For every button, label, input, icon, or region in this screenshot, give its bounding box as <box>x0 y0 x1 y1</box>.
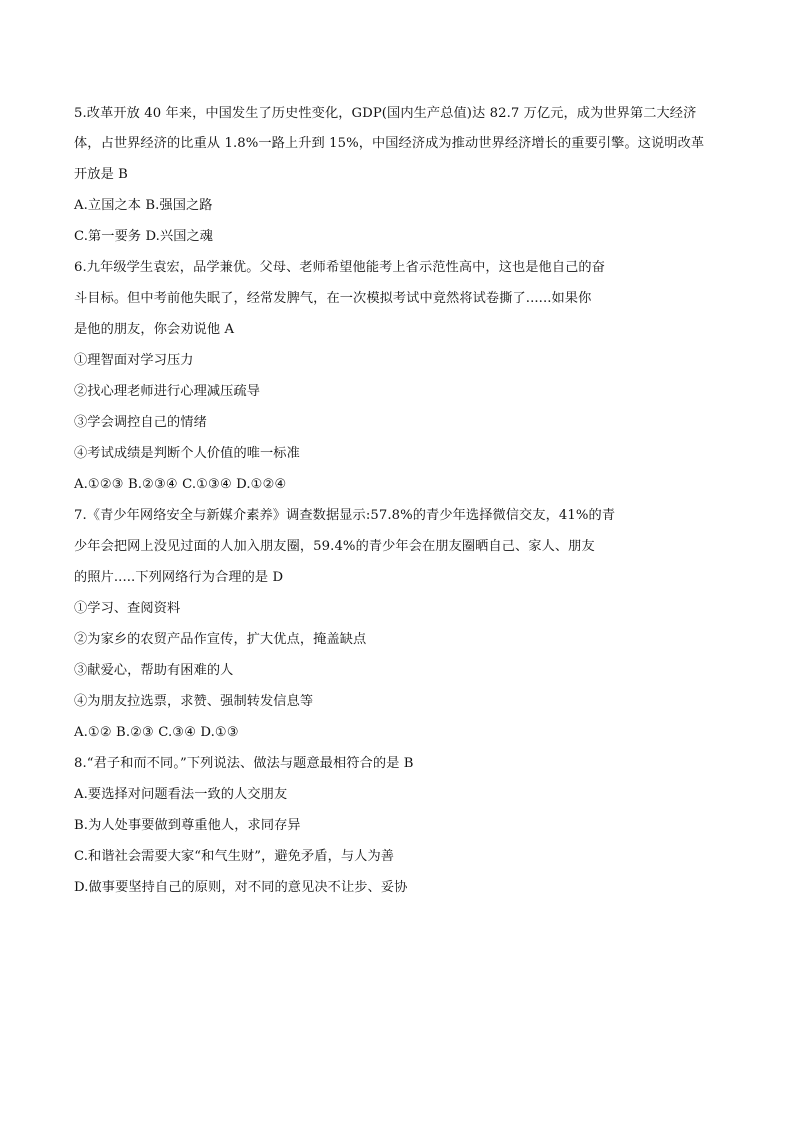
q7-item-1: ①学习、查阅资料 <box>74 601 181 616</box>
q6-item-1: ①理智面对学习压力 <box>74 353 194 368</box>
q7-item-2: ②为家乡的农贸产品作宣传，扩大优点，掩盖缺点 <box>74 632 367 647</box>
q6-options: A.①②③ B.②③④ C.①③④ D.①②④ <box>74 477 287 492</box>
q5-stem-line-2: 体，占世界经济的比重从 1.8%一路上升到 15%，中国经济成为推动世界经济增长的重要引擎。这说明改革 <box>74 136 705 151</box>
q6-stem-line-1: 6.九年级学生袁宏，品学兼优。父母、老师希望他能考上省示范性高中，这也是他自己的奋 <box>74 260 605 275</box>
q7-stem-line-3: 的照片.....下列网络行为合理的是 D <box>74 570 284 585</box>
q6-item-3: ③学会调控自己的情绪 <box>74 415 207 430</box>
q5-options-line-2: C.第一要务 D.兴国之魂 <box>74 229 214 244</box>
q8-option-a: A.要选择对问题看法一致的人交朋友 <box>74 787 288 802</box>
q7-item-4: ④为朋友拉选票，求赞、强制转发信息等 <box>74 694 314 709</box>
q6-stem-line-2: 斗目标。但中考前他失眠了，经常发脾气，在一次模拟考试中竟然将试卷撕了......如果你 <box>74 291 592 306</box>
q6-item-4: ④考试成绩是判断个人价值的唯一标准 <box>74 446 300 461</box>
q5-stem-line-3: 开放是 B <box>74 167 128 182</box>
q8-stem: 8.“君子和而不同。”下列说法、做法与题意最相符合的是 B <box>74 756 414 771</box>
q8-option-d: D.做事要坚持自己的原则，对不同的意见决不让步、妥协 <box>74 880 408 895</box>
q6-item-2: ②找心理老师进行心理减压疏导 <box>74 384 261 399</box>
q7-stem-line-1: 7.《青少年网络安全与新媒介素养》调查数据显示:57.8%的青少年选择微信交友，41%的青 <box>74 508 616 523</box>
q7-options: A.①② B.②③ C.③④ D.①③ <box>74 725 239 740</box>
q8-option-b: B.为人处事要做到尊重他人，求同存异 <box>74 818 301 833</box>
q7-stem-line-2: 少年会把网上没见过面的人加入朋友圈，59.4%的青少年会在朋友圈晒自己、家人、朋友 <box>74 539 595 554</box>
q5-stem-line-1: 5.改革开放 40 年来，中国发生了历史性变化，GDP(国内生产总值)达 82.7 万亿元，成为世界第二大经济 <box>74 106 697 121</box>
q5-options-line-1: A.立国之本 B.强国之路 <box>74 198 213 213</box>
q7-item-3: ③献爱心，帮助有困难的人 <box>74 663 234 678</box>
q8-option-c: C.和谐社会需要大家“和气生财”，避免矛盾，与人为善 <box>74 849 395 864</box>
q6-stem-line-3: 是他的朋友，你会劝说他 A <box>74 322 235 337</box>
